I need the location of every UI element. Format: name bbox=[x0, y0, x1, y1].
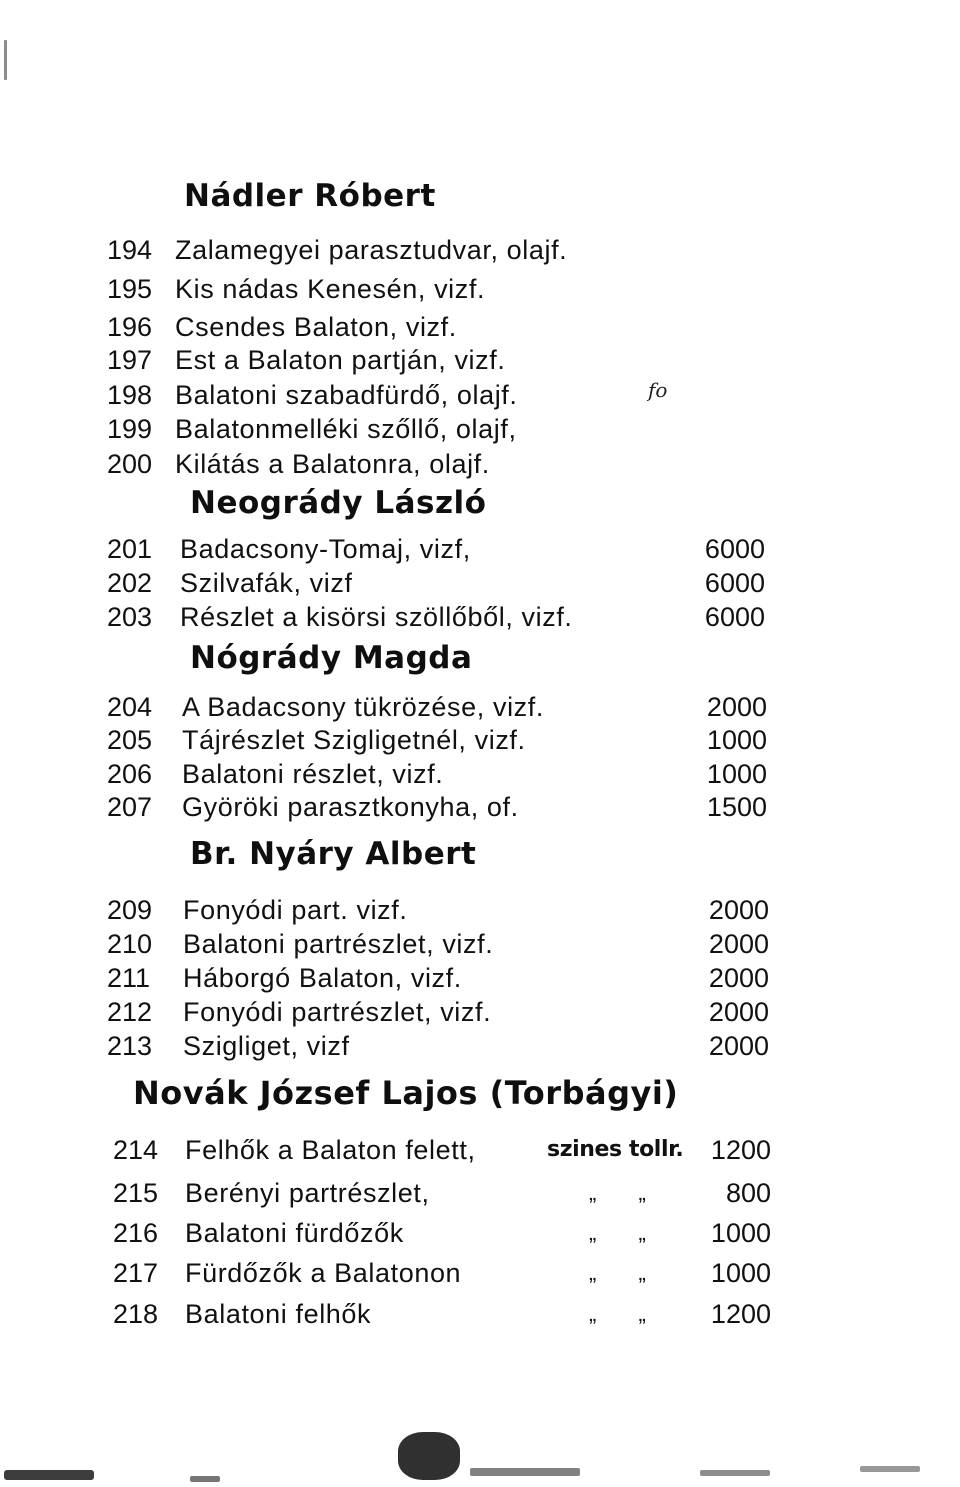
artwork-title: Est a Balaton partján, vizf. bbox=[175, 345, 506, 375]
artwork-title: Csendes Balaton, vizf. bbox=[175, 312, 457, 342]
artist-heading: Novák József Lajos (Torbágyi) bbox=[133, 1074, 679, 1112]
catalog-number: 209 bbox=[107, 895, 153, 925]
catalog-number: 205 bbox=[107, 725, 153, 755]
catalog-number: 200 bbox=[107, 449, 153, 479]
catalog-number: 217 bbox=[113, 1258, 159, 1288]
artwork-price: 1500 bbox=[706, 792, 767, 822]
artwork-title: Badacsony-Tomaj, vizf, bbox=[180, 534, 471, 564]
catalog-number: 195 bbox=[107, 274, 153, 304]
catalog-number: 210 bbox=[107, 929, 153, 959]
catalog-number: 207 bbox=[107, 792, 153, 822]
artwork-price: 1000 bbox=[710, 1218, 771, 1248]
artwork-title: Balatoni szabadfürdő, olajf. bbox=[175, 380, 518, 410]
scan-artifact bbox=[4, 40, 7, 80]
artist-heading: Nádler Róbert bbox=[184, 178, 436, 214]
artwork-price: 1200 bbox=[710, 1299, 771, 1329]
catalog-number: 218 bbox=[113, 1299, 159, 1329]
handwritten-annotation: fo bbox=[648, 378, 668, 402]
catalog-number: 216 bbox=[113, 1218, 159, 1248]
scan-artifact bbox=[190, 1476, 220, 1482]
artwork-title: Fürdőzők a Balatonon bbox=[185, 1258, 462, 1288]
artwork-price: 2000 bbox=[708, 997, 769, 1027]
artwork-title: Balatoni felhők bbox=[185, 1299, 372, 1329]
scan-artifact bbox=[860, 1466, 920, 1472]
artwork-title: Tájrészlet Szigligetnél, vizf. bbox=[182, 725, 526, 755]
catalog-number: 212 bbox=[107, 997, 153, 1027]
artwork-title: Fonyódi partrészlet, vizf. bbox=[183, 997, 492, 1027]
ditto-marks: „ „ bbox=[589, 1260, 664, 1285]
artwork-price: 2000 bbox=[708, 963, 769, 993]
artwork-medium: szines tollr. bbox=[547, 1137, 684, 1162]
artwork-title: Györöki parasztkonyha, of. bbox=[182, 792, 519, 822]
artwork-title: Kilátás a Balatonra, olajf. bbox=[175, 449, 490, 479]
artwork-price: 2000 bbox=[708, 1031, 769, 1061]
catalog-number: 214 bbox=[113, 1135, 159, 1165]
ditto-marks: „ „ bbox=[589, 1220, 664, 1245]
artwork-price: 1000 bbox=[706, 725, 767, 755]
artist-heading: Nógrády Magda bbox=[190, 640, 473, 676]
artwork-title: Berényi partrészlet, bbox=[185, 1178, 430, 1208]
artwork-title: Fonyódi part. vizf. bbox=[183, 895, 408, 925]
scan-artifact bbox=[470, 1468, 580, 1476]
catalog-number: 199 bbox=[107, 414, 153, 444]
ditto-marks: „ „ bbox=[589, 1180, 664, 1205]
artwork-price: 2000 bbox=[706, 692, 767, 722]
catalog-number: 198 bbox=[107, 380, 153, 410]
catalog-number: 197 bbox=[107, 345, 153, 375]
catalog-number: 203 bbox=[107, 602, 153, 632]
artwork-title: A Badacsony tükrözése, vizf. bbox=[182, 692, 544, 722]
artwork-title: Balatoni részlet, vizf. bbox=[182, 759, 444, 789]
catalog-number: 201 bbox=[107, 534, 153, 564]
catalog-number: 196 bbox=[107, 312, 153, 342]
artist-heading: Br. Nyáry Albert bbox=[190, 836, 477, 872]
catalog-number: 215 bbox=[113, 1178, 159, 1208]
artwork-title: Felhők a Balaton felett, bbox=[185, 1135, 476, 1165]
scan-artifact bbox=[398, 1432, 460, 1480]
artwork-price: 1000 bbox=[710, 1258, 771, 1288]
scan-artifact bbox=[4, 1470, 94, 1480]
catalog-number: 204 bbox=[107, 692, 153, 722]
artwork-price: 2000 bbox=[708, 895, 769, 925]
artist-heading: Neogrády László bbox=[190, 485, 487, 521]
artwork-price: 2000 bbox=[708, 929, 769, 959]
artwork-price: 6000 bbox=[704, 568, 765, 598]
artwork-title: Balatonmelléki szőllő, olajf, bbox=[175, 414, 517, 444]
artwork-price: 1000 bbox=[706, 759, 767, 789]
artwork-title: Szigliget, vizf bbox=[183, 1031, 350, 1061]
ditto-marks: „ „ bbox=[589, 1301, 664, 1326]
artwork-price: 6000 bbox=[704, 534, 765, 564]
artwork-title: Zalamegyei parasztudvar, olajf. bbox=[175, 235, 568, 265]
artwork-price: 800 bbox=[725, 1178, 771, 1208]
artwork-price: 1200 bbox=[710, 1135, 771, 1165]
catalog-number: 211 bbox=[107, 963, 151, 993]
catalog-number: 213 bbox=[107, 1031, 153, 1061]
artwork-title: Balatoni partrészlet, vizf. bbox=[183, 929, 494, 959]
artwork-title: Háborgó Balaton, vizf. bbox=[183, 963, 462, 993]
scan-artifact bbox=[700, 1470, 770, 1476]
catalog-number: 206 bbox=[107, 759, 153, 789]
catalog-number: 202 bbox=[107, 568, 153, 598]
artwork-title: Balatoni fürdőzők bbox=[185, 1218, 404, 1248]
artwork-price: 6000 bbox=[704, 602, 765, 632]
artwork-title: Részlet a kisörsi szöllőből, vizf. bbox=[180, 602, 573, 632]
artwork-title: Kis nádas Kenesén, vizf. bbox=[175, 274, 486, 304]
artwork-title: Szilvafák, vizf bbox=[180, 568, 353, 598]
catalog-number: 194 bbox=[107, 235, 153, 265]
